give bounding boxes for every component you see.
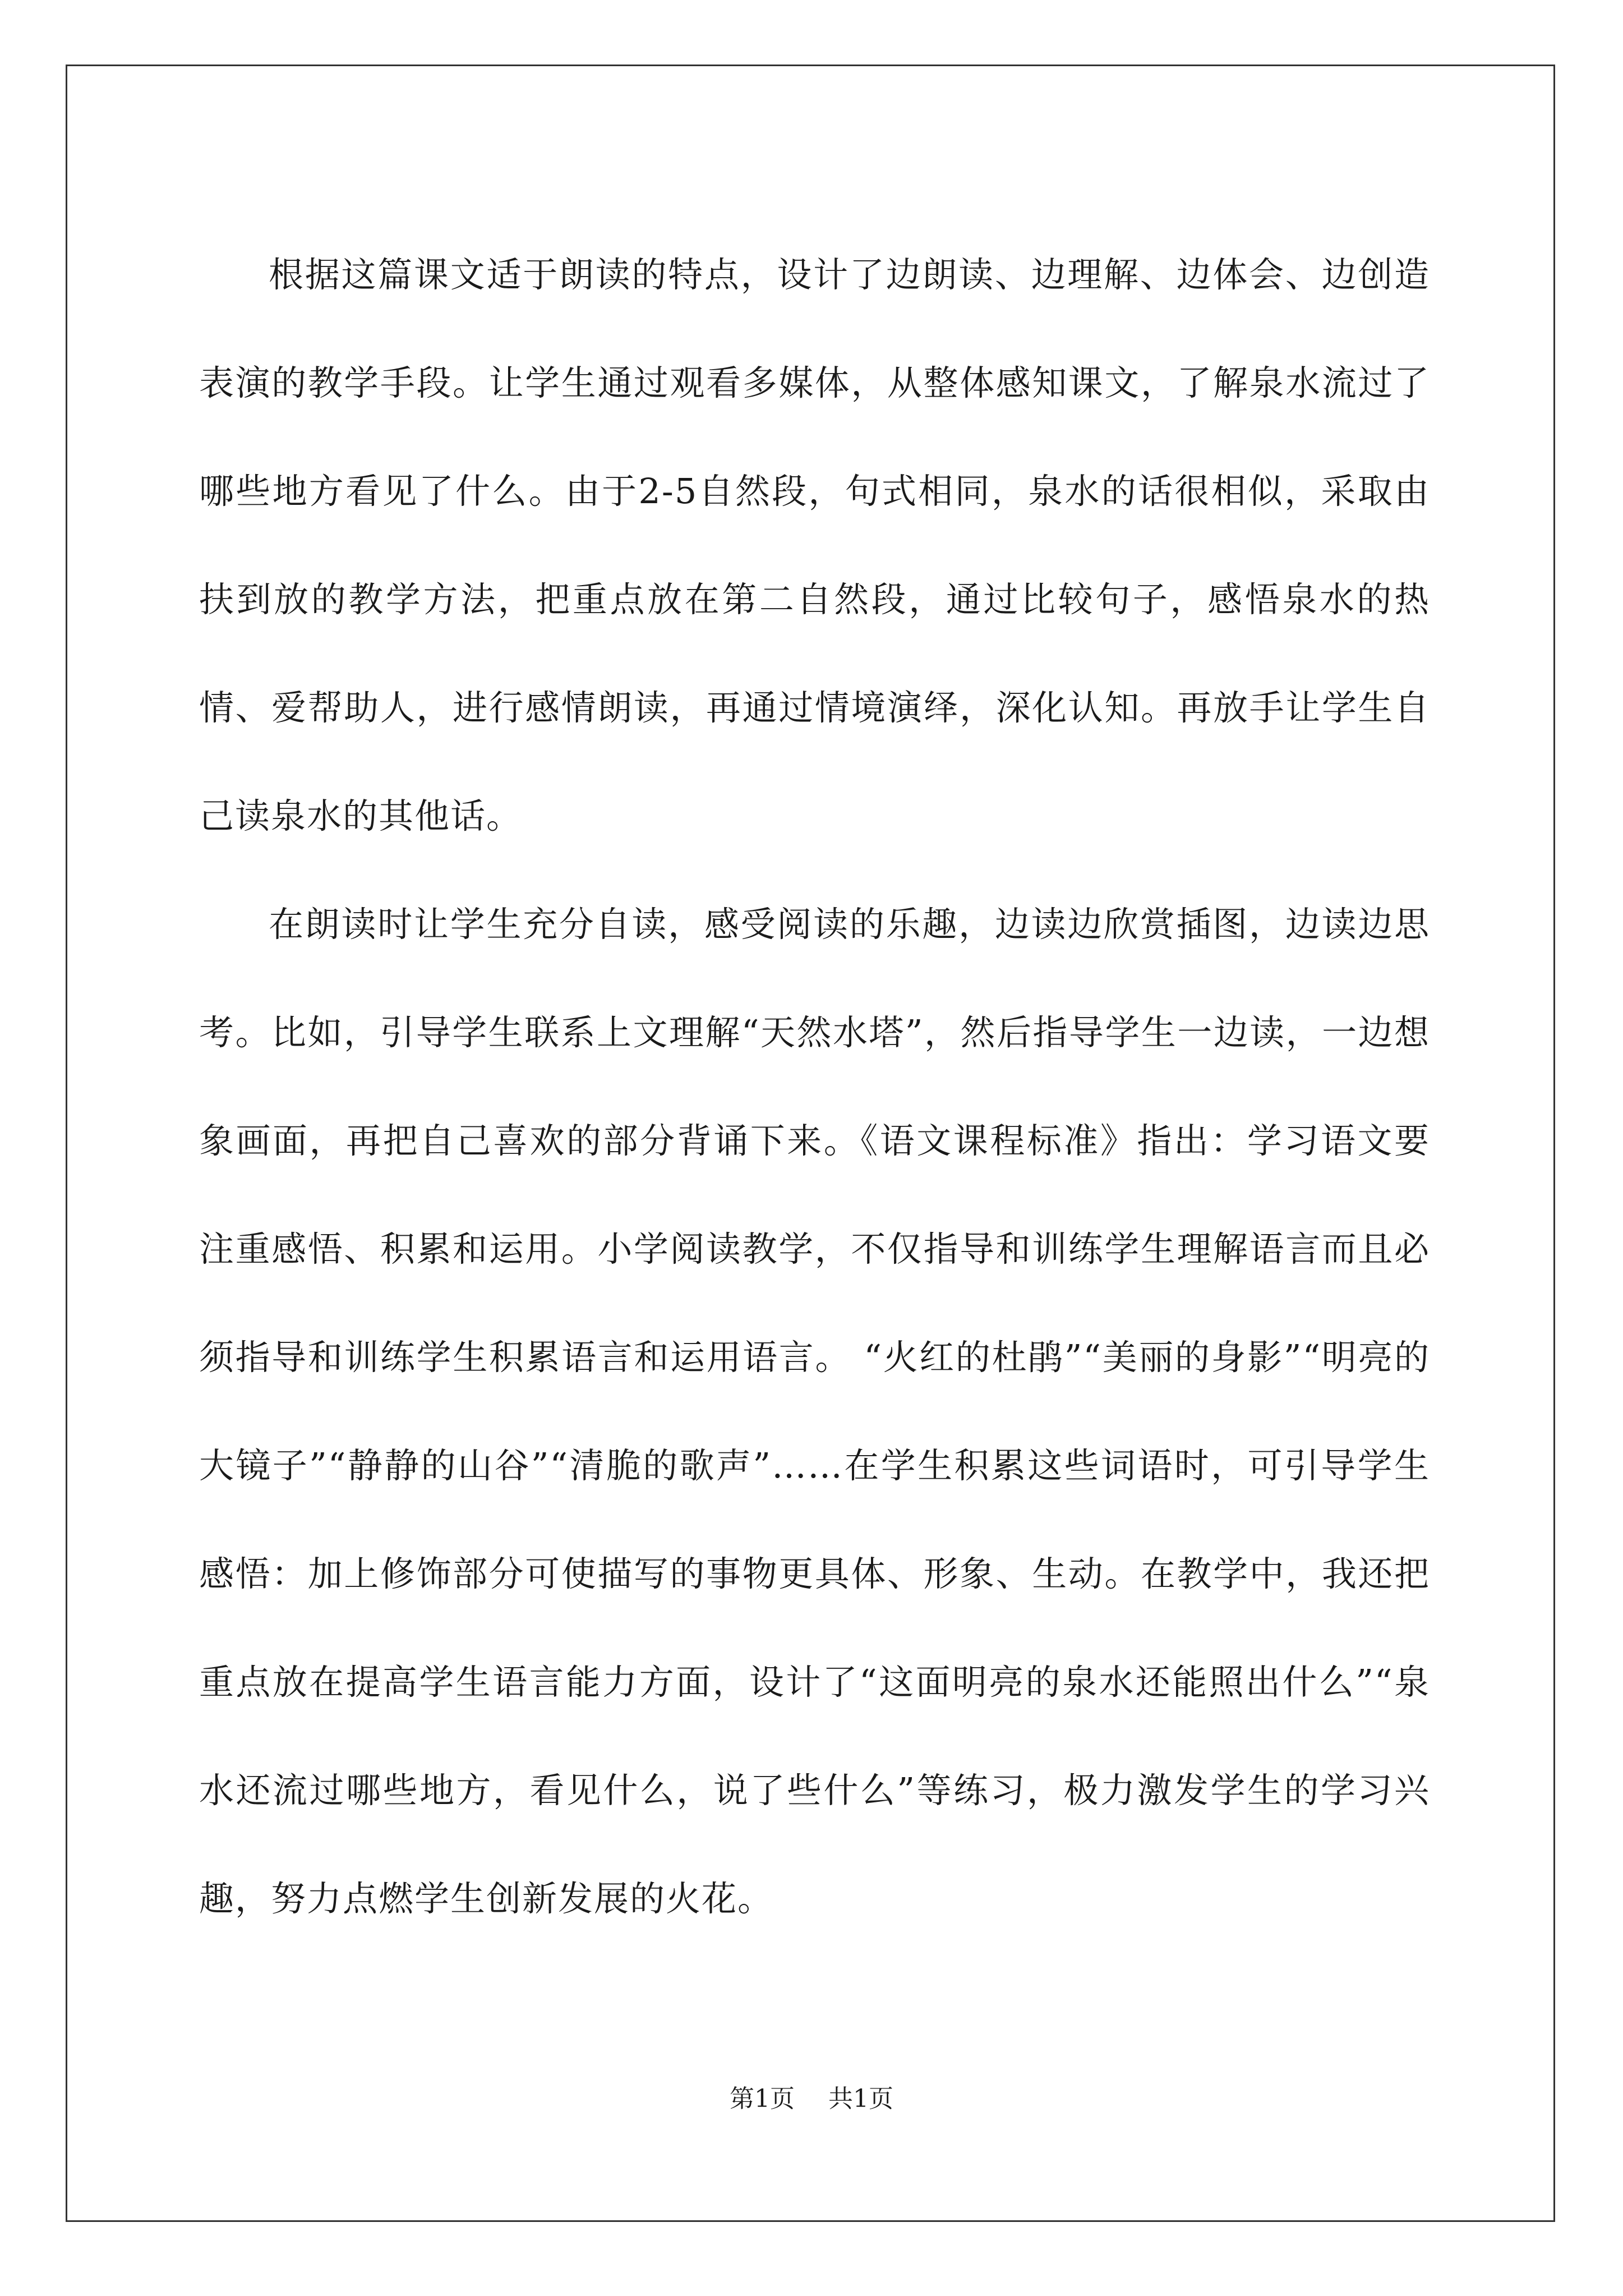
paragraph-2: 在朗读时让学生充分自读，感受阅读的乐趣，边读边欣赏插图，边读边思考。比如，引导学生联系上文理解“天然水塔”，然后指导学生一边读，一边想象画面，再把自己喜欢的部分背诵下来。《语文课程标准》指出：学习语文要注重感悟、积累和运用。小学阅读教学，不仅指导和训练学生理解语言而且必须指导和训练学生积累语言和运用语言。 “火红的杜鹃”“美丽的身影”“明亮的大镜子”“静静的山谷”“清脆的歌声”……在学生积累这些词语时，可引导学生感悟：加上修饰部分可使描写的事物更具体、形象、生动。在教学中，我还把重点放在提高学生语言能力方面，设计了“这面明亮的泉水还能照出什么”“泉水还流过哪些地方，看见什么，说了些什么”等练习，极力激发学生的学习兴趣，努力点燃学生创新发展的火花。	[199, 904, 1430, 1919]
page-number-current: 第1页	[730, 2085, 795, 2113]
page-number-total: 共1页	[828, 2085, 893, 2113]
page-footer	[0, 2082, 1623, 2116]
document-body	[199, 220, 1430, 1953]
paragraph-1: 根据这篇课文适于朗读的特点，设计了边朗读、边理解、边体会、边创造表演的教学手段。让学生通过观看多媒体，从整体感知课文，了解泉水流过了哪些地方看见了什么。由于2-5自然段，句式相同，泉水的话很相似，采取由扶到放的教学方法，把重点放在第二自然段，通过比较句子，感悟泉水的热情、爱帮助人，进行感情朗读，再通过情境演绎，深化认知。再放手让学生自己读泉水的其他话。	[199, 254, 1430, 836]
